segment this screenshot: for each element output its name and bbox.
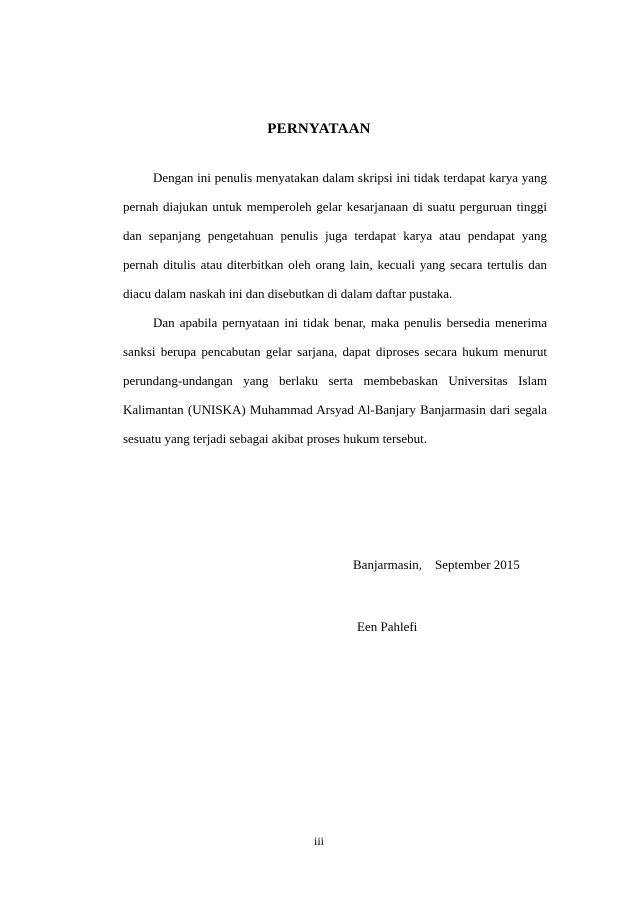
text-line: sanksi berupa pencabutan gelar sarjana, dapat diproses secara hukum menurut (123, 344, 547, 359)
page-title: PERNYATAAN (267, 121, 371, 137)
text-line: perundang-undangan yang berlaku serta membebaskan Universitas Islam (123, 373, 547, 388)
text-line: dan sepanjang pengetahuan penulis juga terdapat karya atau pendapat yang (123, 228, 547, 243)
paragraph-1 (123, 163, 547, 308)
statement-body (123, 163, 547, 453)
text-line: Dan apabila pernyataan ini tidak benar, maka penulis bersedia menerima (153, 315, 547, 330)
text-line: pernah diajukan untuk memperoleh gelar kesarjanaan di suatu perguruan tinggi (123, 199, 547, 214)
place-date: Banjarmasin, September 2015 (353, 557, 520, 572)
text-line: diacu dalam naskah ini dan disebutkan di dalam daftar pustaka. (123, 286, 453, 301)
text-line: Dengan ini penulis menyatakan dalam skripsi ini tidak terdapat karya yang (153, 170, 547, 185)
text-line: pernah ditulis atau diterbitkan oleh orang lain, kecuali yang secara tertulis dan (123, 257, 547, 272)
page-number: iii (313, 834, 324, 848)
text-line: sesuatu yang terjadi sebagai akibat proses hukum tersebut. (123, 431, 427, 446)
paragraph-2 (123, 308, 547, 453)
signer-name: Een Pahlefi (357, 619, 418, 634)
text-line: Kalimantan (UNISKA) Muhammad Arsyad Al-Banjary Banjarmasin dari segala (123, 402, 547, 417)
